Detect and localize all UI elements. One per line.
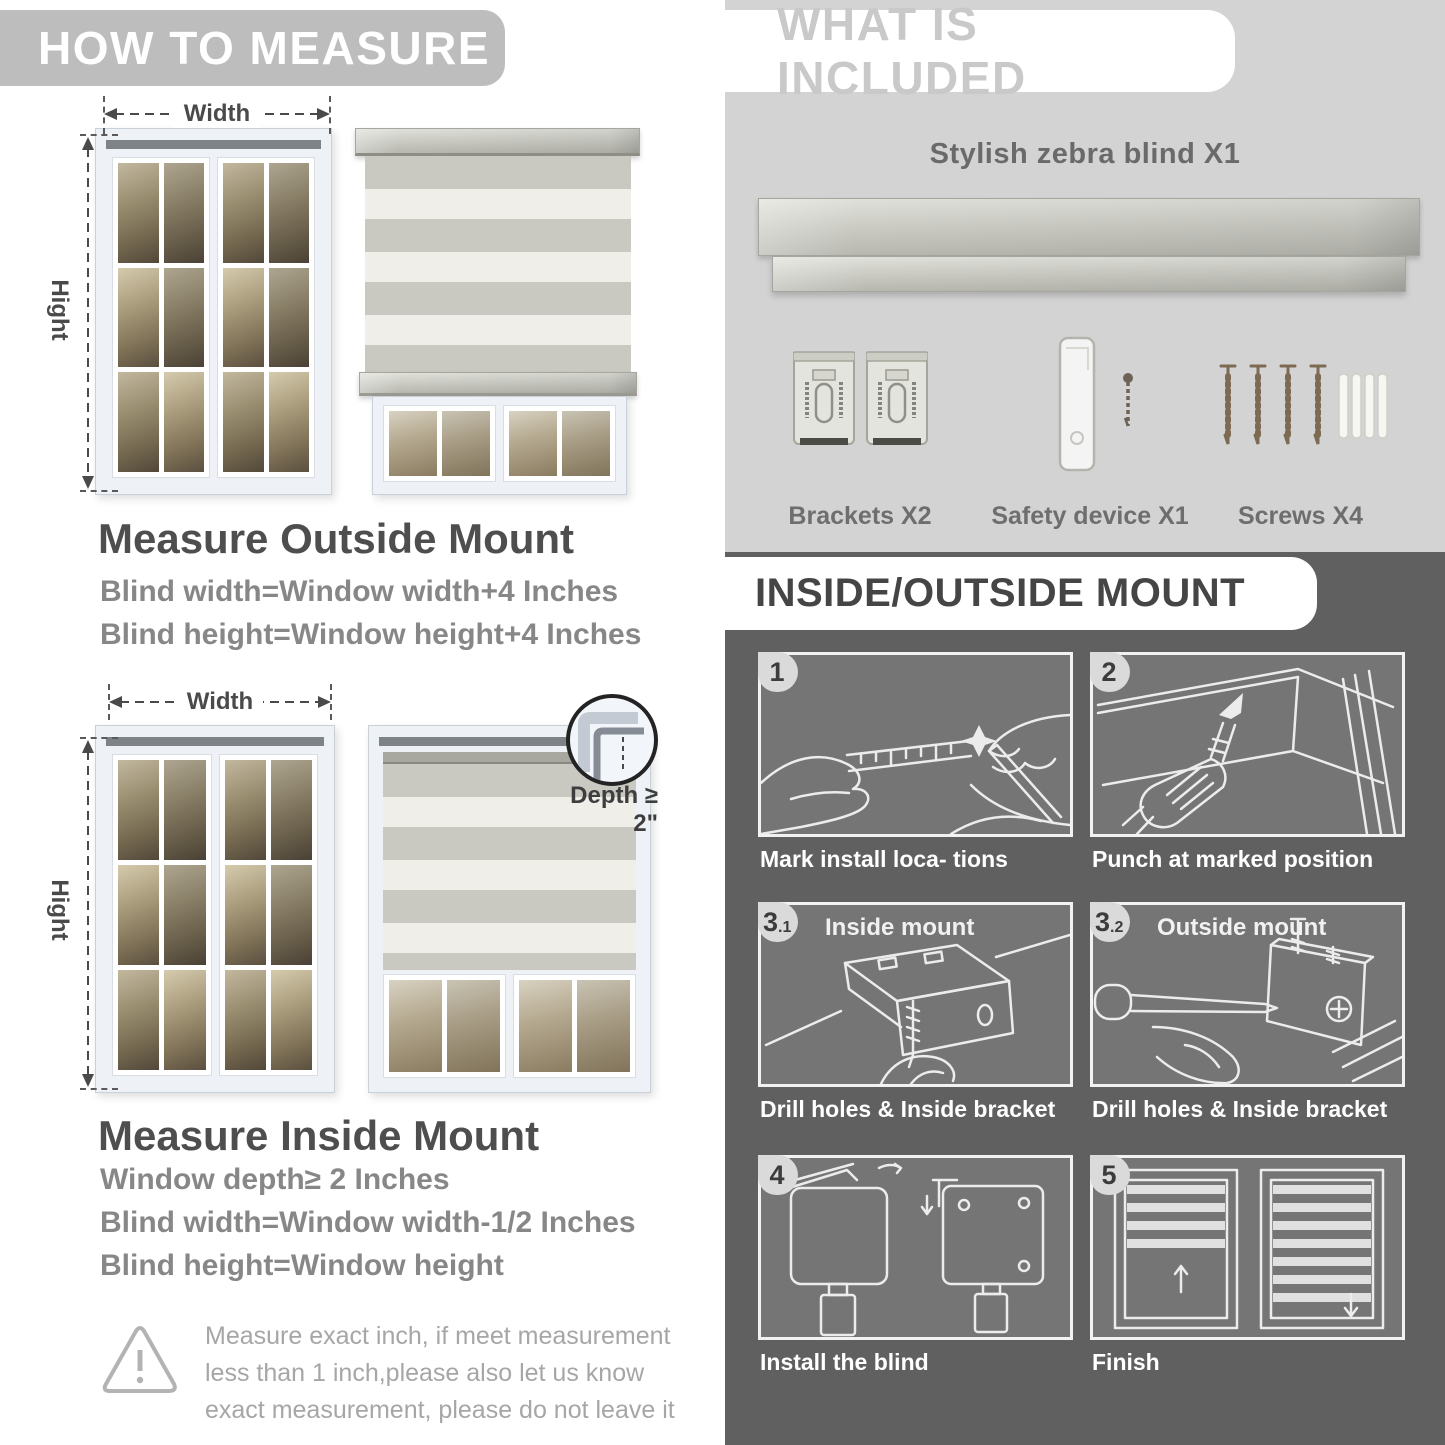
height-arrow-tick bbox=[80, 490, 118, 492]
width-arrow-inside bbox=[108, 688, 332, 716]
inside-mount-line-2: Blind width=Window width-1/2 Inches bbox=[100, 1206, 636, 1239]
mark-locations-illustration bbox=[761, 655, 1070, 834]
finish-illustration bbox=[1093, 1158, 1402, 1337]
window-doors bbox=[112, 157, 315, 478]
window-panes bbox=[118, 163, 204, 472]
step-4-caption: Install the blind bbox=[760, 1349, 929, 1375]
what-is-included-header bbox=[725, 0, 1235, 104]
product-label: Stylish zebra blind X1 bbox=[929, 138, 1241, 170]
window-door bbox=[217, 157, 315, 478]
window-photo-inside-mount bbox=[95, 725, 335, 1093]
step-3-1 bbox=[758, 902, 1073, 1122]
depth-label: Depth ≥ 2" bbox=[570, 782, 658, 837]
step-3-2-illustration-box bbox=[1090, 902, 1405, 1087]
safety-device-label: Safety device X1 bbox=[991, 502, 1189, 530]
window-door bbox=[383, 974, 506, 1078]
height-label: Hight bbox=[43, 860, 73, 960]
blind-headrail bbox=[355, 128, 640, 156]
inside-mount-line-3: Blind height=Window height bbox=[100, 1249, 504, 1282]
inside-outside-mount-header-label: INSIDE/OUTSIDE MOUNT bbox=[755, 571, 1246, 615]
step-5 bbox=[1090, 1155, 1405, 1375]
width-arrow-outside bbox=[103, 100, 331, 128]
depth-magnifier-circle bbox=[566, 694, 658, 786]
window-panes bbox=[225, 760, 313, 1070]
screws-icon bbox=[1213, 360, 1388, 460]
window-panes bbox=[223, 163, 309, 472]
step-3-2-badge: 3 .2 bbox=[1090, 902, 1130, 942]
step-1-illustration-box bbox=[758, 652, 1073, 837]
screws-label: Screws X4 bbox=[1237, 502, 1364, 530]
window-panes bbox=[118, 760, 206, 1070]
inside-mount-title: Measure Inside Mount bbox=[98, 1112, 540, 1159]
window-door bbox=[503, 405, 616, 482]
step-5-illustration-box bbox=[1090, 1155, 1405, 1340]
window-doors bbox=[112, 754, 318, 1076]
height-label: Hight bbox=[43, 260, 73, 360]
step-4-illustration-box bbox=[758, 1155, 1073, 1340]
window-panes bbox=[389, 980, 500, 1072]
blind-bottomrail bbox=[359, 372, 637, 396]
step-1-caption: Mark install loca- tions bbox=[760, 846, 1008, 872]
safety-device-icon bbox=[1040, 336, 1150, 478]
inside-mount-line-1: Window depth≥ 2 Inches bbox=[100, 1163, 450, 1196]
blind-bottomrail-illustration bbox=[772, 256, 1406, 292]
step-2-illustration-box bbox=[1090, 652, 1405, 837]
window-under-blind bbox=[372, 396, 627, 495]
step-3-2-caption: Drill holes & Inside bracket bbox=[1092, 1096, 1388, 1122]
bracket-icon bbox=[866, 350, 928, 454]
window-top-rail bbox=[106, 737, 324, 746]
width-label: Width bbox=[174, 100, 260, 128]
window-panes bbox=[509, 411, 610, 476]
step-4 bbox=[758, 1155, 1073, 1375]
height-arrow-line bbox=[80, 136, 96, 490]
step-3-1-illustration-box bbox=[758, 902, 1073, 1087]
step-2-caption: Punch at marked position bbox=[1092, 846, 1374, 872]
outside-mount-line-2: Blind height=Window height+4 Inches bbox=[100, 618, 642, 651]
window-door bbox=[383, 405, 496, 482]
what-is-included-header-label: WHAT IS INCLUDED bbox=[777, 0, 1027, 104]
drill-illustration bbox=[1093, 655, 1402, 834]
step-3-2 bbox=[1090, 902, 1405, 1122]
window-door bbox=[513, 974, 636, 1078]
step-2 bbox=[1090, 652, 1405, 872]
step-1 bbox=[758, 652, 1073, 872]
step-2-badge: 2 bbox=[1090, 652, 1130, 692]
window-doors bbox=[383, 405, 616, 482]
height-arrow-line bbox=[80, 739, 96, 1088]
brackets-label: Brackets X2 bbox=[788, 502, 932, 530]
step-1-badge: 1 bbox=[758, 652, 798, 692]
zebra-blind-fabric bbox=[365, 156, 631, 372]
window-door bbox=[112, 157, 210, 478]
outside-mount-line-1: Blind width=Window width+4 Inches bbox=[100, 575, 619, 608]
step-3-1-caption: Drill holes & Inside bracket bbox=[760, 1096, 1056, 1122]
width-label: Width bbox=[177, 688, 263, 716]
window-doors bbox=[383, 974, 636, 1078]
how-to-measure-header-label: HOW TO MEASURE bbox=[38, 22, 491, 74]
warning-triangle-icon bbox=[100, 1324, 180, 1396]
step-4-badge: 4 bbox=[758, 1155, 798, 1195]
window-door bbox=[219, 754, 319, 1076]
window-door bbox=[112, 754, 212, 1076]
step-3-2-title: Outside mount bbox=[1157, 914, 1327, 941]
blind-headrail-illustration bbox=[758, 198, 1420, 256]
step-3-1-title: Inside mount bbox=[825, 914, 975, 941]
inside-outside-mount-header bbox=[725, 557, 1317, 630]
window-panes bbox=[519, 980, 630, 1072]
window-panes bbox=[389, 411, 490, 476]
measure-warning-text: Measure exact inch, if meet measurement less than 1 inch,please also let us know exact measurement, please do not leave it bbox=[205, 1322, 675, 1424]
step-5-badge: 5 bbox=[1090, 1155, 1130, 1195]
outside-mount-title: Measure Outside Mount bbox=[98, 515, 575, 562]
step-3-1-badge: 3 .1 bbox=[758, 902, 798, 942]
window-top-rail bbox=[106, 140, 321, 149]
height-arrow-tick bbox=[80, 1088, 118, 1090]
window-corner-zoom-icon bbox=[570, 698, 654, 782]
install-blind-illustration bbox=[761, 1158, 1070, 1337]
step-5-caption: Finish bbox=[1092, 1349, 1160, 1375]
bracket-icon bbox=[793, 350, 855, 454]
window-photo-outside-mount bbox=[95, 128, 332, 495]
how-to-measure-header bbox=[0, 10, 505, 86]
